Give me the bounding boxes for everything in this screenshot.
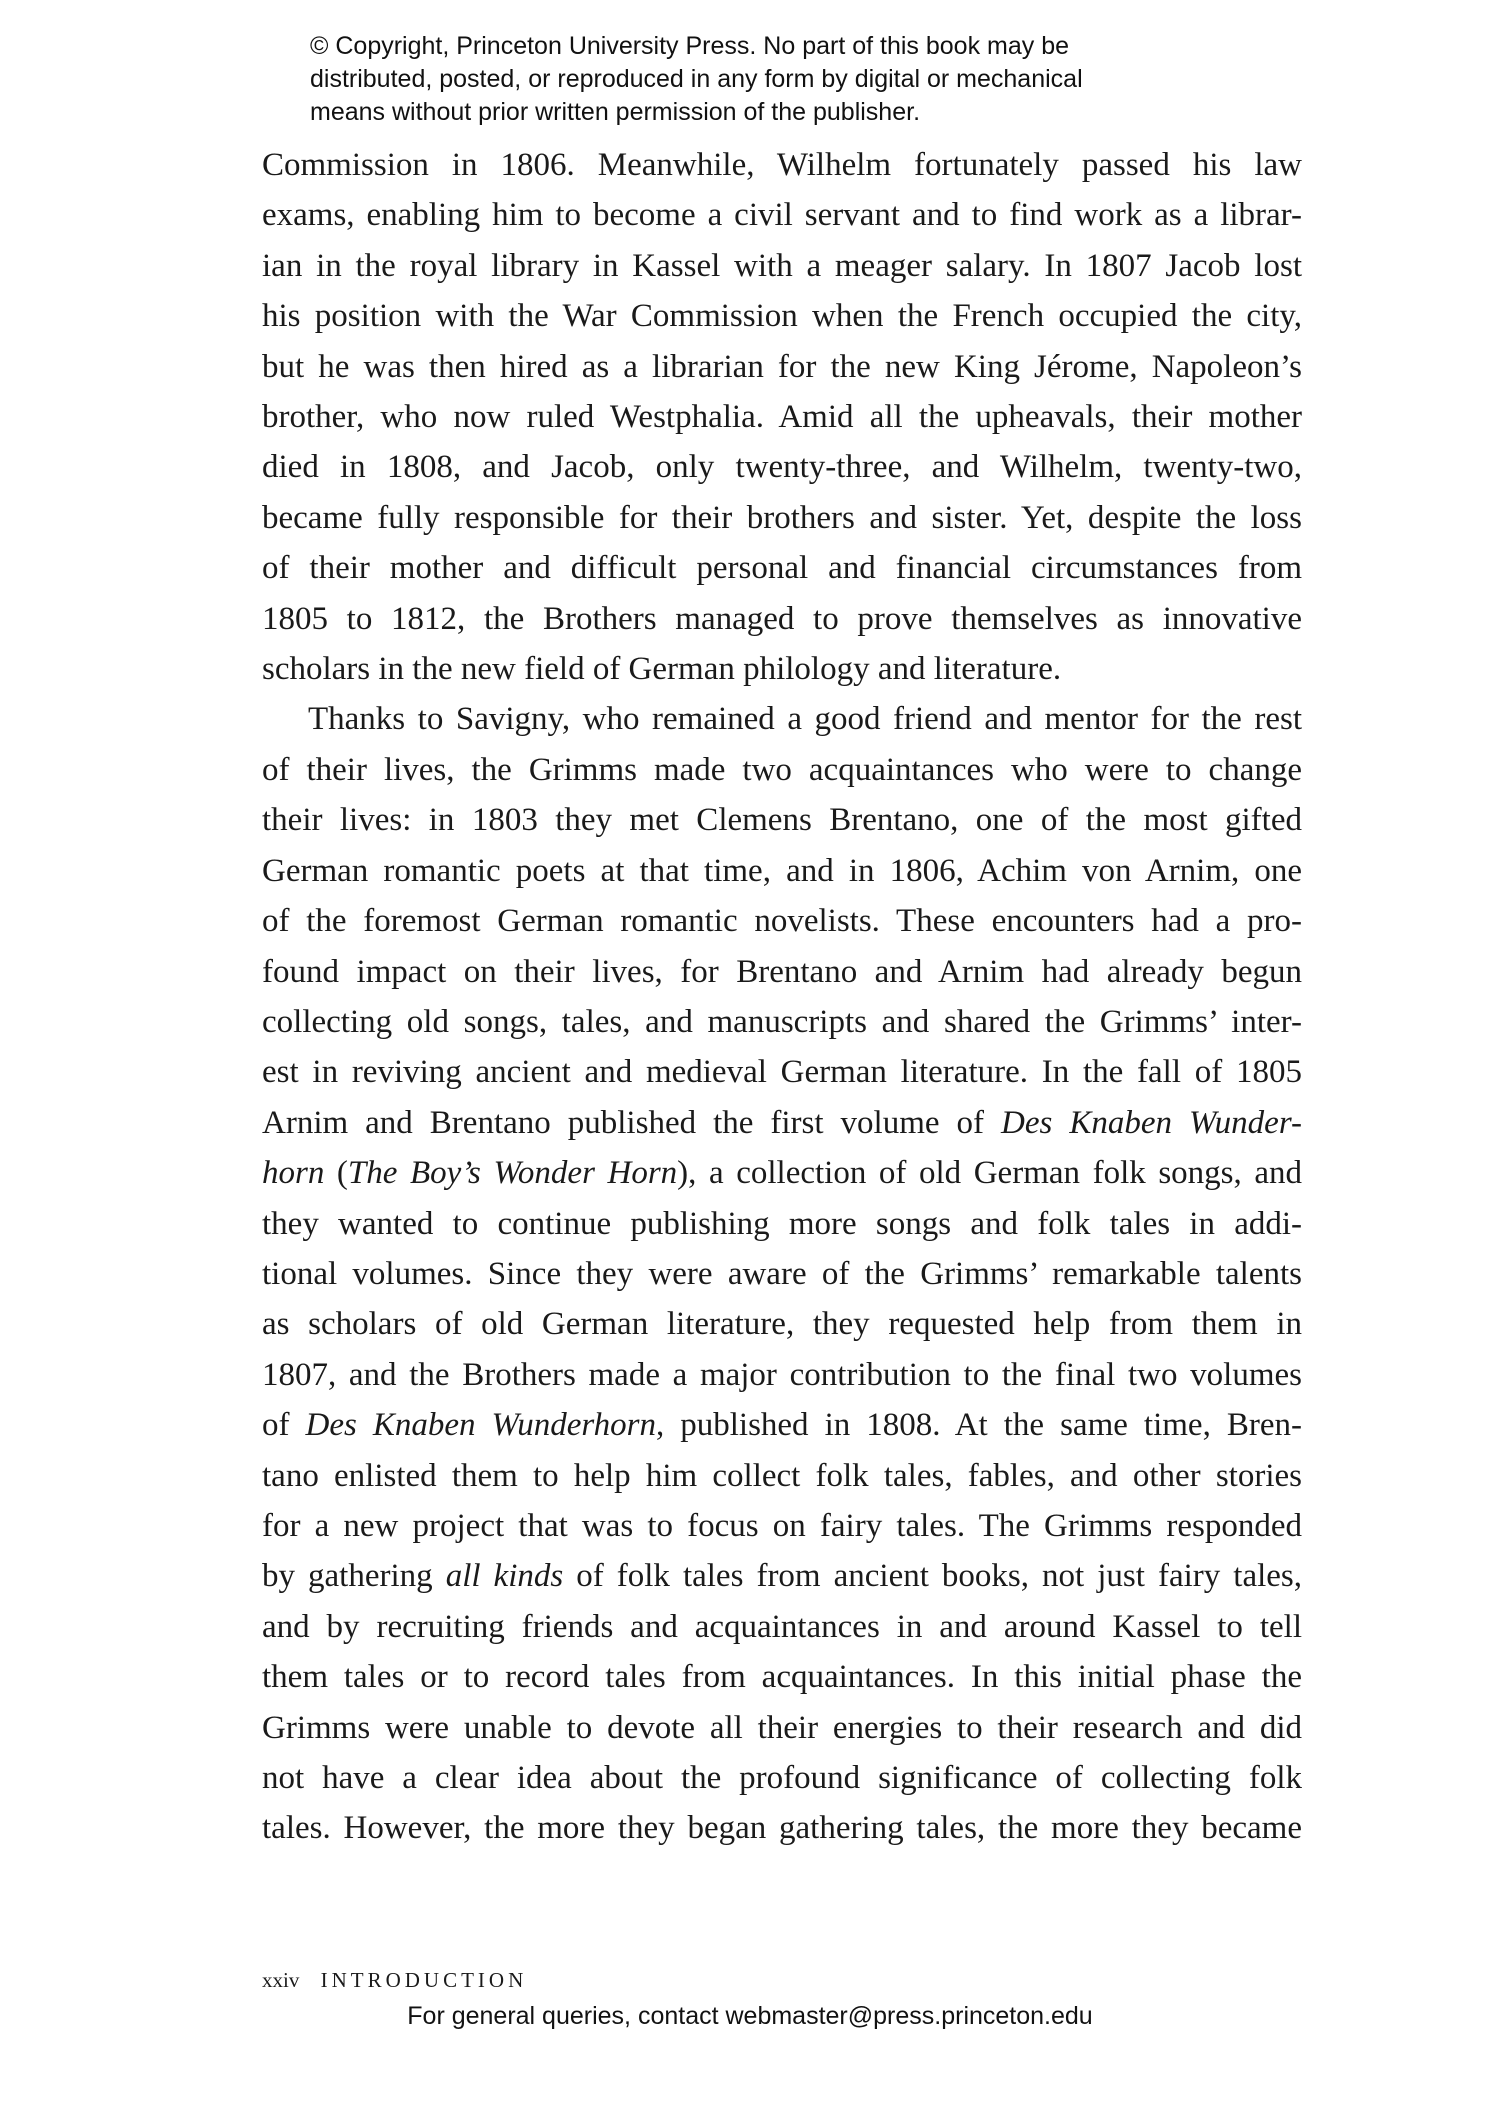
- text-line: tano enlisted them to help him collect folk tales, fables, and other stories: [262, 1457, 1302, 1494]
- paragraph: [262, 694, 1302, 1853]
- text-line: but he was then hired as a librarian for the new King Jérome, Napoleon’s: [262, 348, 1302, 385]
- text-run: of folk tales from ancient books, not just fairy tales,: [563, 1558, 1302, 1595]
- text-line: and by recruiting friends and acquaintances in and around Kassel to tell: [262, 1608, 1302, 1645]
- text-line: Grimms were unable to devote all their energies to their research and did: [262, 1709, 1302, 1746]
- copyright-line: © Copyright, Princeton University Press. No part of this book may be: [310, 32, 1070, 60]
- paragraph: [262, 140, 1302, 694]
- text-line: Thanks to Savigny, who remained a good friend and mentor for the rest: [308, 701, 1302, 738]
- emphasis: all kinds: [445, 1558, 564, 1595]
- body-text: [262, 140, 1302, 1854]
- text-line: 1805 to 1812, the Brothers managed to prove themselves as innovative: [262, 600, 1302, 637]
- text-line: German romantic poets at that time, and in 1806, Achim von Arnim, one: [262, 852, 1302, 889]
- copyright-line: distributed, posted, or reproduced in any form by digital or mechanical: [310, 65, 1083, 93]
- page-number: xxiv: [262, 1968, 300, 1992]
- text-run: ), a collection of old German folk songs, and: [677, 1155, 1302, 1192]
- text-line: for a new project that was to focus on fairy tales. The Grimms responded: [262, 1507, 1302, 1544]
- text-line: of their lives, the Grimms made two acquaintances who were to change: [262, 751, 1302, 788]
- text-run: Arnim and Brentano published the first volume of: [262, 1104, 1002, 1141]
- copyright-notice: [310, 30, 1230, 129]
- book-title: Des Knaben Wunderhorn: [305, 1407, 656, 1444]
- book-title: horn: [262, 1155, 325, 1192]
- text-line: as scholars of old German literature, they requested help from them in: [262, 1306, 1302, 1343]
- text-line: tional volumes. Since they were aware of the Grimms’ remarkable talents: [262, 1255, 1302, 1292]
- text-line: exams, enabling him to become a civil servant and to find work as a librar-: [262, 197, 1302, 234]
- text-run: of: [262, 1407, 306, 1444]
- contact-notice: For general queries, contact webmaster@press.princeton.edu: [407, 2002, 1093, 2030]
- book-title: Des Knaben Wunder-: [1001, 1104, 1302, 1141]
- text-line: of their mother and difficult personal and financial circumstances from: [262, 550, 1302, 587]
- text-line: not have a clear idea about the profound significance of collecting folk: [262, 1760, 1302, 1796]
- text-line: ian in the royal library in Kassel with a meager salary. In 1807 Jacob lost: [262, 247, 1302, 284]
- text-line: they wanted to continue publishing more songs and folk tales in addi-: [262, 1205, 1302, 1242]
- text-line: [262, 1551, 1302, 1601]
- book-title: The Boy’s Wonder Horn: [347, 1155, 678, 1192]
- text-line: scholars in the new field of German philology and literature.: [262, 651, 1062, 688]
- text-line: tales. However, the more they began gathering tales, the more they became: [262, 1810, 1302, 1847]
- page-footer: [262, 1968, 527, 1993]
- text-line: est in reviving ancient and medieval German literature. In the fall of 1805: [262, 1054, 1302, 1091]
- text-line: 1807, and the Brothers made a major contribution to the final two volumes: [262, 1356, 1302, 1393]
- text-run: by gathering: [262, 1558, 446, 1595]
- text-line: collecting old songs, tales, and manuscripts and shared the Grimms’ inter-: [262, 1003, 1302, 1040]
- text-line: his position with the War Commission when the French occupied the city,: [262, 298, 1302, 335]
- text-line: [262, 1148, 1302, 1198]
- text-line: became fully responsible for their brothers and sister. Yet, despite the loss: [262, 499, 1302, 536]
- running-section-title: INTRODUCTION: [320, 1968, 528, 1992]
- text-line: brother, who now ruled Westphalia. Amid all the upheavals, their mother: [262, 399, 1302, 436]
- text-line: [262, 1400, 1302, 1450]
- text-line: [262, 1098, 1302, 1148]
- text-line: Commission in 1806. Meanwhile, Wilhelm fortunately passed his law: [262, 147, 1302, 183]
- text-line: of the foremost German romantic novelists. These encounters had a pro-: [262, 903, 1302, 940]
- text-line: their lives: in 1803 they met Clemens Brentano, one of the most gifted: [262, 802, 1302, 839]
- text-run: (: [324, 1155, 348, 1192]
- text-line: died in 1808, and Jacob, only twenty-three, and Wilhelm, twenty-two,: [262, 449, 1302, 486]
- copyright-line: means without prior written permission of the publisher.: [310, 98, 921, 126]
- text-line: them tales or to record tales from acquaintances. In this initial phase the: [262, 1659, 1302, 1696]
- text-run: , published in 1808. At the same time, Bren-: [655, 1407, 1302, 1444]
- text-line: found impact on their lives, for Brentano and Arnim had already begun: [262, 953, 1302, 990]
